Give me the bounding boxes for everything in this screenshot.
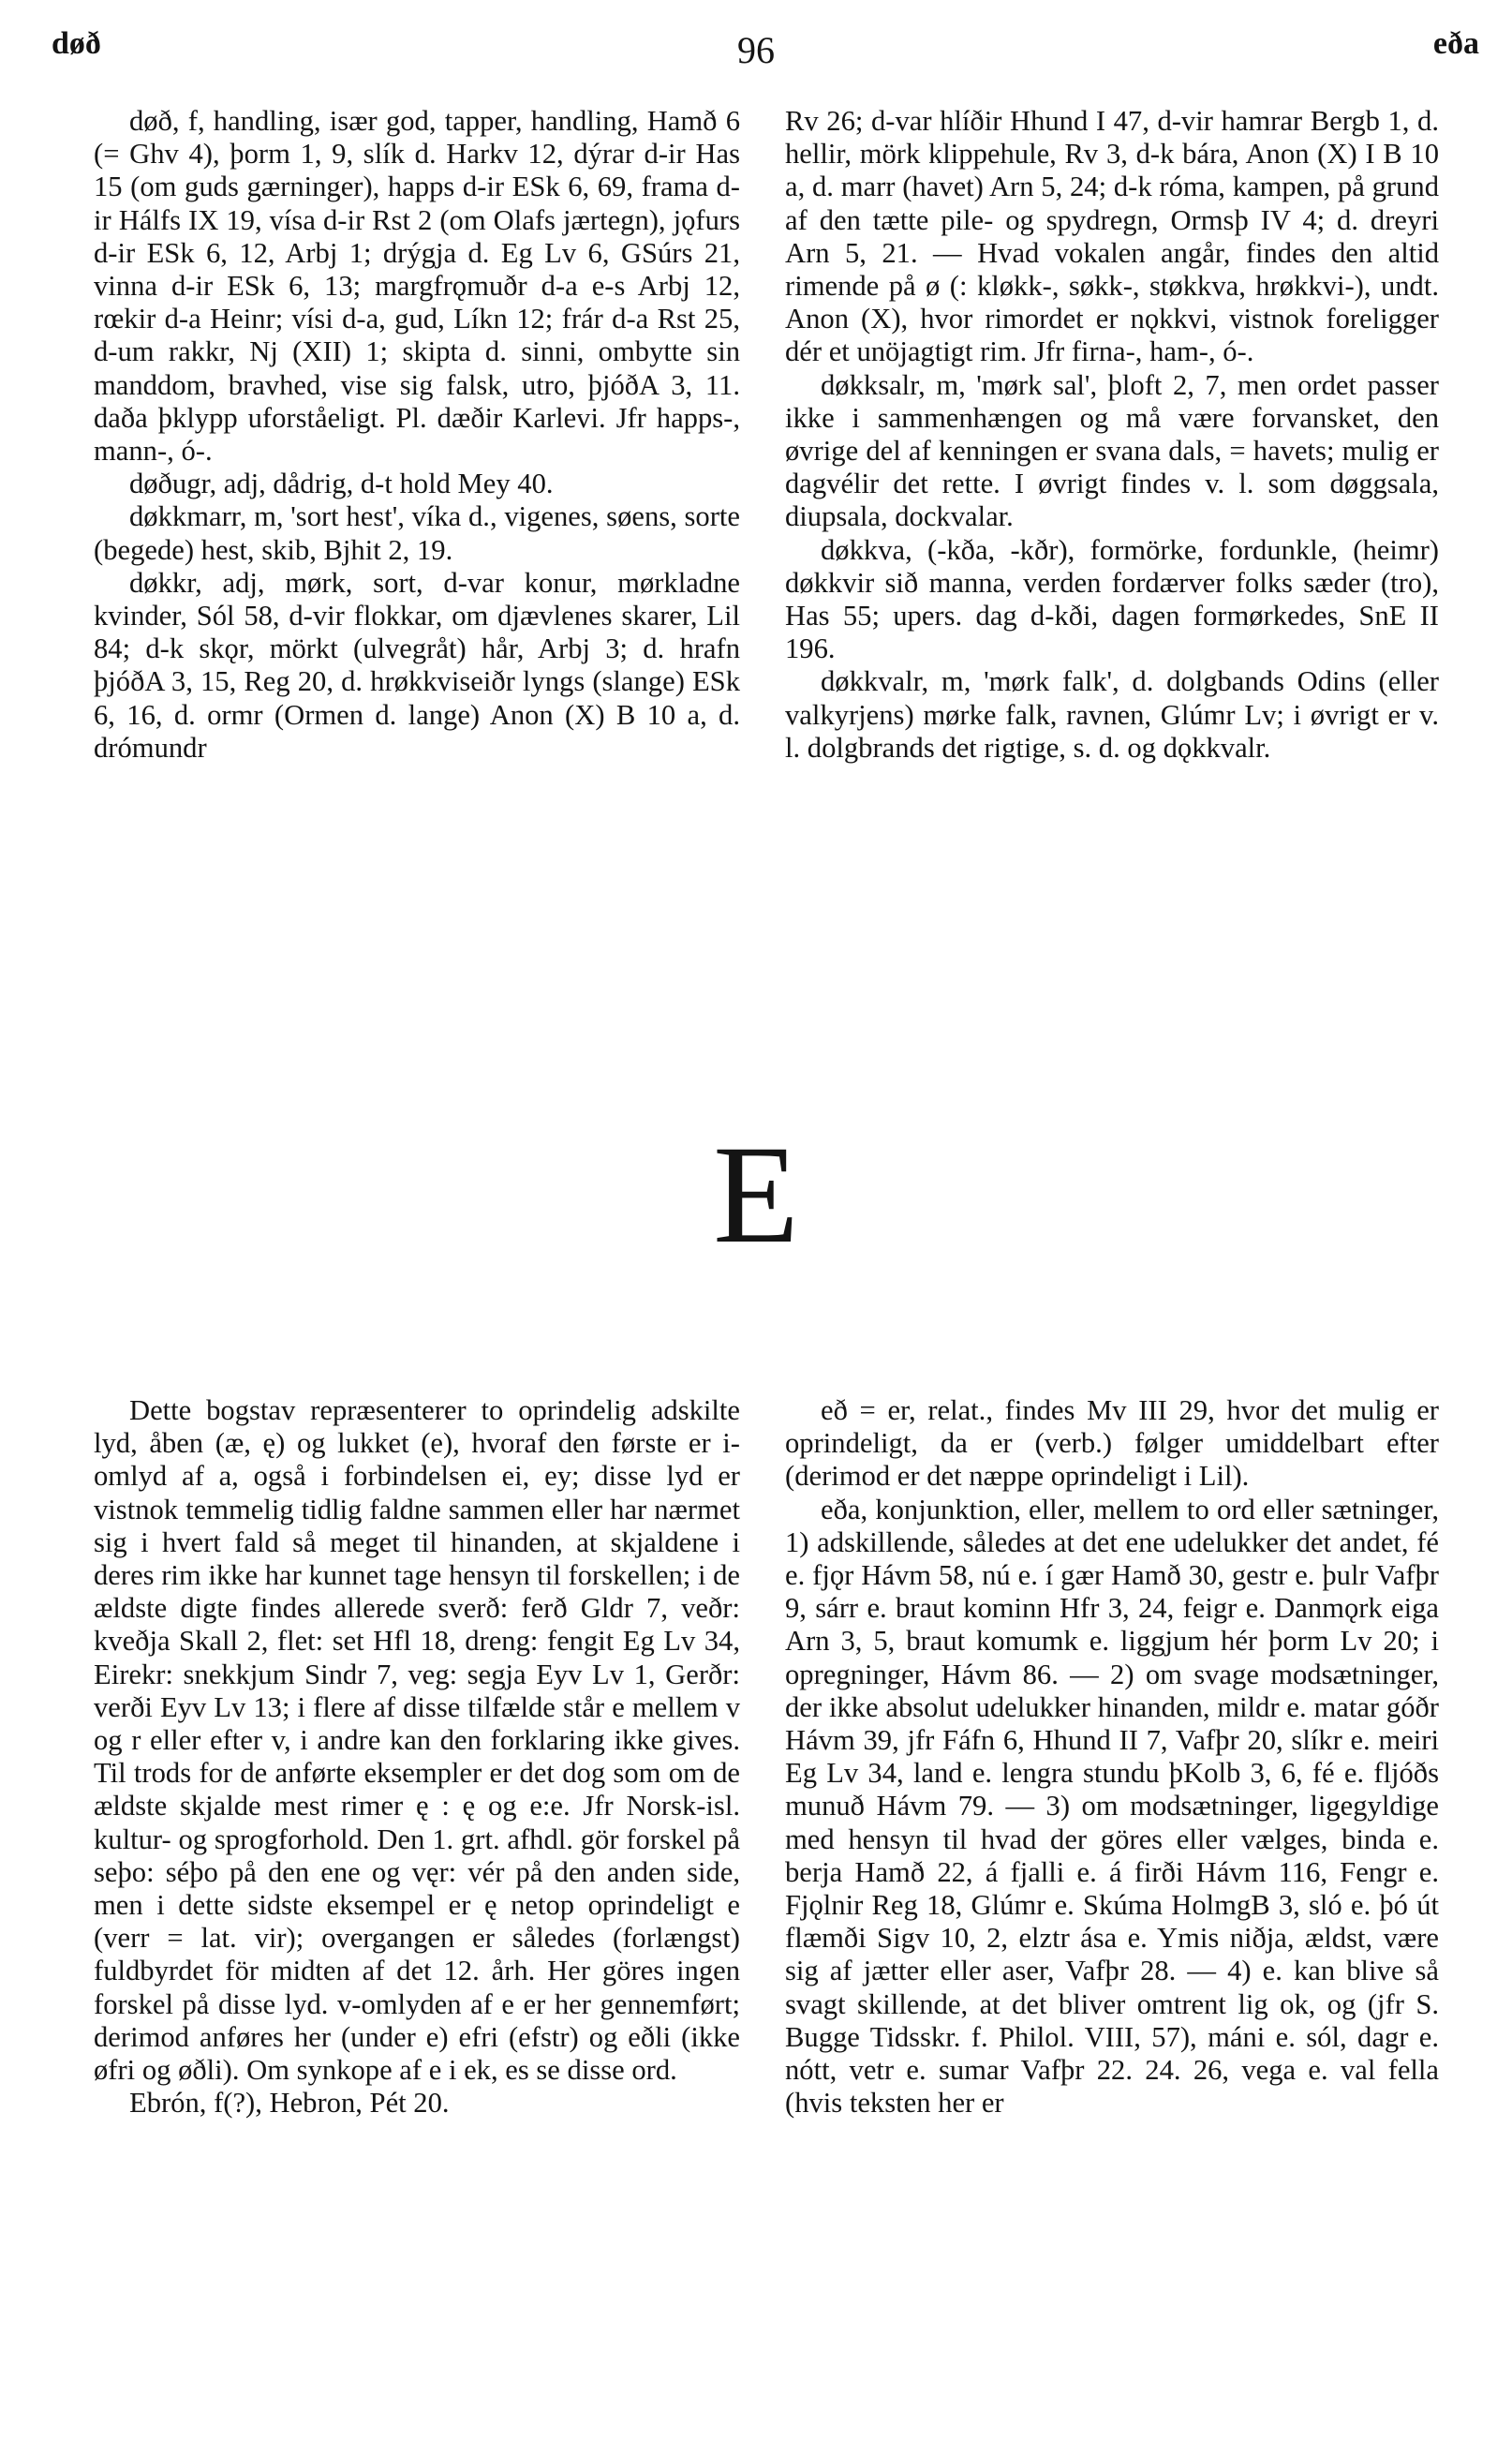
- dictionary-entry: døðugr, adj, dådrig, d-t hold Mey 40.: [129, 468, 554, 500]
- section-letter: E: [713, 1117, 799, 1272]
- dictionary-entry: døkksalr, m, 'mørk sal', þloft 2, 7, men ordet passer ikke i sammenhængen og må være forvansket, den øvrige del af kenningen er svana dals, = havets; mulig er dagvélir det rette. I øvrigt findes v. l. som døggsala, diupsala, dockvalar.: [785, 368, 1439, 533]
- column-top-right: [785, 105, 1439, 765]
- column-bottom-left: [94, 1394, 740, 2120]
- dictionary-entry: Ebrón, f(?), Hebron, Pét 20.: [129, 2087, 450, 2120]
- dictionary-entry: døkkva, (-kða, -kðr), formörke, fordunkle, (heimr) døkkvir sið manna, verden fordærver folks sæder (tro), Has 55; upers. dag d-kði, dagen formørkedes, SnE II 196.: [785, 533, 1439, 665]
- dictionary-entry: eð = er, relat., findes Mv III 29, hvor det mulig er oprindeligt, da er (verb.) følger umiddelbart efter (derimod er det næppe oprindeligt i Lil).: [785, 1394, 1439, 1493]
- column-bottom-right: [785, 1394, 1439, 2120]
- dictionary-entry: døkkr, adj, mørk, sort, d-var konur, mørkladne kvinder, Sól 58, d-vir flokkar, om djævlenes skarer, Lil 84; d-k skǫr, mörkt (ulvegråt) hår, Arbj 3; d. hrafn þjóðA 3, 15, Reg 20, d. hrøkkviseiðr lyngs (slange) ESk 6, 16, d. ormr (Ormen d. lange) Anon (X) B 10 a, d. drómundr: [94, 566, 740, 764]
- dictionary-entry: døð, f, handling, især god, tapper, handling, Hamð 6 (= Ghv 4), þorm 1, 9, slík d. Harkv 12, dýrar d-ir Has 15 (om guds gærninger), happs d-ir ESk 6, 69, frama d-ir Hálfs IX 19, vísa d-ir Rst 2 (om Olafs jærtegn), jǫfurs d-ir ESk 6, 12, Arbj 1; drýgja d. Eg Lv 6, GSúrs 21, vinna d-ir ESk 6, 13; margfrǫmuðr d-a e-s Arbj 12, rœkir d-a Heinr; vísi d-a, gud, Líkn 12; frár d-a Rst 25, d-um rakkr, Nj (XII) 1; skipta d. sinni, ombytte sin manddom, bravhed, vise sig falsk, utro, þjóðA 3, 11. daða þklypp uforståeligt. Pl. dæðir Karlevi. Jfr happs-, mann-, ó-.: [94, 105, 740, 468]
- dictionary-entry: døkkmarr, m, 'sort hest', víka d., vigenes, søens, sorte (begede) hest, skib, Bjhit 2, 19.: [94, 500, 740, 566]
- running-head-left: døð: [52, 26, 101, 61]
- column-top-left: [94, 105, 740, 765]
- dictionary-entry: eða, konjunktion, eller, mellem to ord eller sætninger, 1) adskillende, således at det ene udelukker det andet, fé e. fjǫr Hávm 58, nú e. í gær Hamð 30, gestr e. þulr Vafþr 9, sárr e. braut kominn Hfr 3, 24, feigr e. Danmǫrk eiga Arn 3, 5, braut komumk e. liggjum hér þorm Lv 20; i opregninger, Hávm 86. — 2) om svage modsætninger, der ikke absolut udelukker hinanden, mildr e. matar góðr Hávm 39, jfr Fáfn 6, Hhund II 7, Vafþr 20, slíkr e. meiri Eg Lv 34, land e. lengra stundu þKolb 3, 6, fé e. fljóðs munuð Hávm 79. — 3) om modsætninger, ligegyldige med hensyn til hvad der göres eller vælges, binda e. berja Hamð 22, á fjalli e. á firði Hávm 116, Fengr e. Fjǫlnir Reg 18, Glúmr e. Skúma HolmgB 3, sló e. þó út flæmði Sigv 10, 2, elztr ása e. Ymis niðja, ældst, være sig af jætter eller aser, Vafþr 28. — 4) e. kan blive så svagt skillende, at det bliver omtrent lig ok, og (jfr S. Bugge Tidsskr. f. Philol. VIII, 57), máni e. sól, dagr e. nótt, vetr e. sumar Vafþr 22. 24. 26, vega e. val fella (hvis teksten her er: [785, 1493, 1439, 2120]
- running-head-right: eða: [1432, 26, 1479, 61]
- dictionary-entry: døkkvalr, m, 'mørk falk', d. dolgbands Odins (eller valkyrjens) mørke falk, ravnen, Glúmr Lv; i øvrigt er v. l. dolgbrands det rigtige, s. d. og dǫkkvalr.: [785, 665, 1439, 764]
- dictionary-entry: Dette bogstav repræsenterer to oprindelig adskilte lyd, åben (æ, ę) og lukket (e), hvoraf den første er i-omlyd af a, også i forbindelsen ei, ey; disse lyd er vistnok temmelig tidlig faldne sammen eller har nærmet sig i hvert fald så meget til hinanden, at skjaldene i deres rim ikke har kunnet tage hensyn til forskellen; i de ældste digte findes allerede sverð: ferð Gldr 7, veðr: kveðja Skall 2, flet: set Hfl 18, dreng: fengit Eg Lv 34, Eirekr: snekkjum Sindr 7, veg: segja Eyv Lv 1, Gerðr: verði Eyv Lv 13; i flere af disse tilfælde står e mellem v og r eller efter v, i andre kan den forklaring ikke gives. Til trods for de anførte eksempler er det dog som om de ældste skjalde mest rimer ę : ę og e:e. Jfr Norsk-isl. kultur- og sprogforhold. Den 1. grt. afhdl. gör forskel på seþo: séþo på den ene og vęr: vér på den anden side, men i dette sidste eksempel er ę netop oprindeligt e (verr = lat. vir); overgangen er således (forlængst) fuldbyrdet för midten af det 12. årh. Her göres ingen forskel på disse lyd. v-omlyden af e er her gennemført; derimod anføres her (under e) efri (efstr) og eðli (ikke øfri og øðli). Om synkope af e i ek, es se disse ord.: [94, 1394, 740, 2087]
- dictionary-entry: Rv 26; d-var hlíðir Hhund I 47, d-vir hamrar Bergb 1, d. hellir, mörk klippehule, Rv 3, d-k bára, Anon (X) I B 10 a, d. marr (havet) Arn 5, 24; d-k róma, kampen, på grund af den tætte pile- og spydregn, Ormsþ IV 4; d. dreyri Arn 5, 21. — Hvad vokalen angår, findes den altid rimende på ø (: kløkk-, søkk-, støkkva, hrøkkvi-), undt. Anon (X), hvor rimordet er nǫkkvi, vistnok foreligger dér et unöjagtigt rim. Jfr firna-, ham-, ó-.: [785, 105, 1439, 368]
- page-number: 96: [737, 29, 775, 71]
